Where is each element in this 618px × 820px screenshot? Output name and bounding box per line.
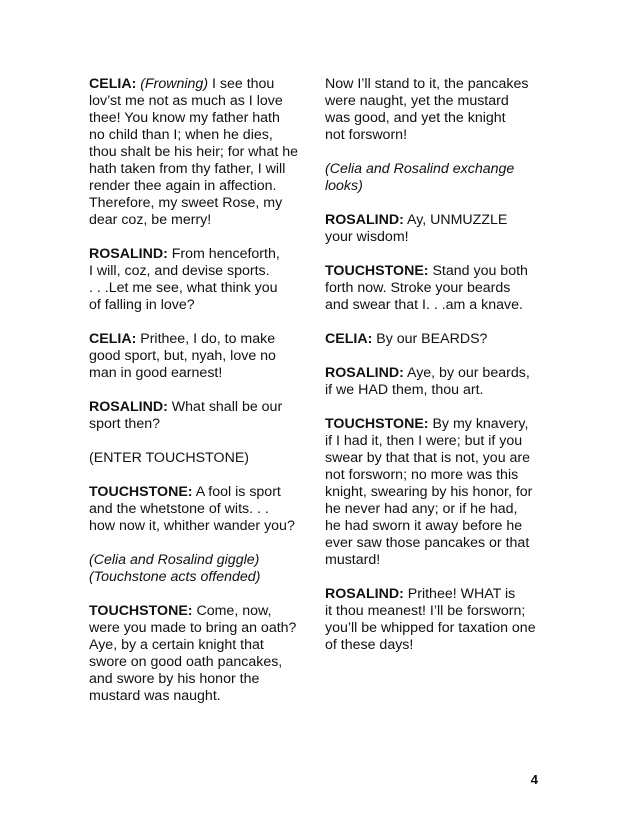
stage-direction-block: (Celia and Rosalind giggle) (Touchstone acts offended) bbox=[89, 552, 261, 585]
stage-direction-block: (Celia and Rosalind exchange looks) bbox=[325, 161, 515, 194]
dialogue-rosalind-3 bbox=[325, 212, 547, 246]
speaker-name: CELIA: bbox=[89, 76, 137, 92]
stage-entrance: (ENTER TOUCHSTONE) bbox=[89, 450, 250, 466]
left-column bbox=[89, 76, 311, 722]
speaker-name: TOUCHSTONE: bbox=[325, 416, 429, 432]
speaker-name: TOUCHSTONE: bbox=[89, 603, 193, 619]
dialogue-touchstone-1 bbox=[89, 484, 311, 535]
dialogue-text: Prithee! WHAT is it thou meanest! I’ll be forsworn; you’ll be whipped for taxation one of these days! bbox=[325, 586, 536, 653]
dialogue-text: Aye, by our beards, if we HAD them, thou art. bbox=[325, 365, 530, 398]
dialogue-text: Come, now, were you made to bring an oath? Aye, by a certain knight that swore on good oath pancakes, and swore by his honor the mustard was naught. bbox=[89, 603, 297, 704]
dialogue-rosalind-2 bbox=[89, 399, 311, 433]
dialogue-celia-3 bbox=[325, 331, 547, 348]
dialogue-text: Prithee, I do, to make good sport, but, nyah, love no man in good earnest! bbox=[89, 331, 276, 381]
speaker-name: ROSALIND: bbox=[89, 246, 168, 262]
speaker-name: ROSALIND: bbox=[325, 365, 404, 381]
dialogue-text: A fool is sport and the whetstone of wits. . . how now it, whither wander you? bbox=[89, 484, 295, 534]
page-number: 4 bbox=[530, 772, 538, 787]
dialogue-touchstone-4 bbox=[325, 416, 547, 569]
dialogue-text: By our BEARDS? bbox=[372, 331, 488, 347]
dialogue-text: By my knavery, if I had it, then I were; but if you swear by that that is not, you are not forsworn; no more was this knight, swearing by his honor, for he never had any; or if he had, he had sworn it away before he ever saw those pancakes or that mustard! bbox=[325, 416, 533, 568]
dialogue-celia-2 bbox=[89, 331, 311, 382]
speaker-name: CELIA: bbox=[89, 331, 137, 347]
dialogue-text: Ay, UNMUZZLE your wisdom! bbox=[325, 212, 508, 245]
stage-direction: (Frowning) bbox=[140, 76, 209, 92]
dialogue-text: Stand you both forth now. Stroke your beards and swear that I. . .am a knave. bbox=[325, 263, 528, 313]
speaker-name: ROSALIND: bbox=[325, 212, 404, 228]
speaker-name: ROSALIND: bbox=[89, 399, 168, 415]
dialogue-continuation: Now I’ll stand to it, the pancakes were naught, yet the mustard was good, and yet the knight not forsworn! bbox=[325, 76, 529, 143]
speaker-name: ROSALIND: bbox=[325, 586, 404, 602]
dialogue-text: What shall be our sport then? bbox=[89, 399, 283, 432]
dialogue-touchstone-2 bbox=[89, 603, 311, 705]
right-column bbox=[325, 76, 547, 671]
dialogue-rosalind-5 bbox=[325, 586, 547, 654]
dialogue-celia-1 bbox=[89, 76, 311, 229]
dialogue-rosalind-4 bbox=[325, 365, 547, 399]
dialogue-touchstone-3 bbox=[325, 263, 547, 314]
speaker-name: TOUCHSTONE: bbox=[89, 484, 193, 500]
speaker-name: TOUCHSTONE: bbox=[325, 263, 429, 279]
dialogue-text: From henceforth, I will, coz, and devise sports. . . .Let me see, what think you of falling in love? bbox=[89, 246, 280, 313]
dialogue-rosalind-1 bbox=[89, 246, 311, 314]
dialogue-text: I see thou lov’st me not as much as I love thee! You know my father hath no child than I; when he dies, thou shalt be his heir; for what he hath taken from thy father, I will render thee again in affection. Therefore, my sweet Rose, my dear coz, be merry! bbox=[89, 76, 298, 228]
speaker-name: CELIA: bbox=[325, 331, 373, 347]
